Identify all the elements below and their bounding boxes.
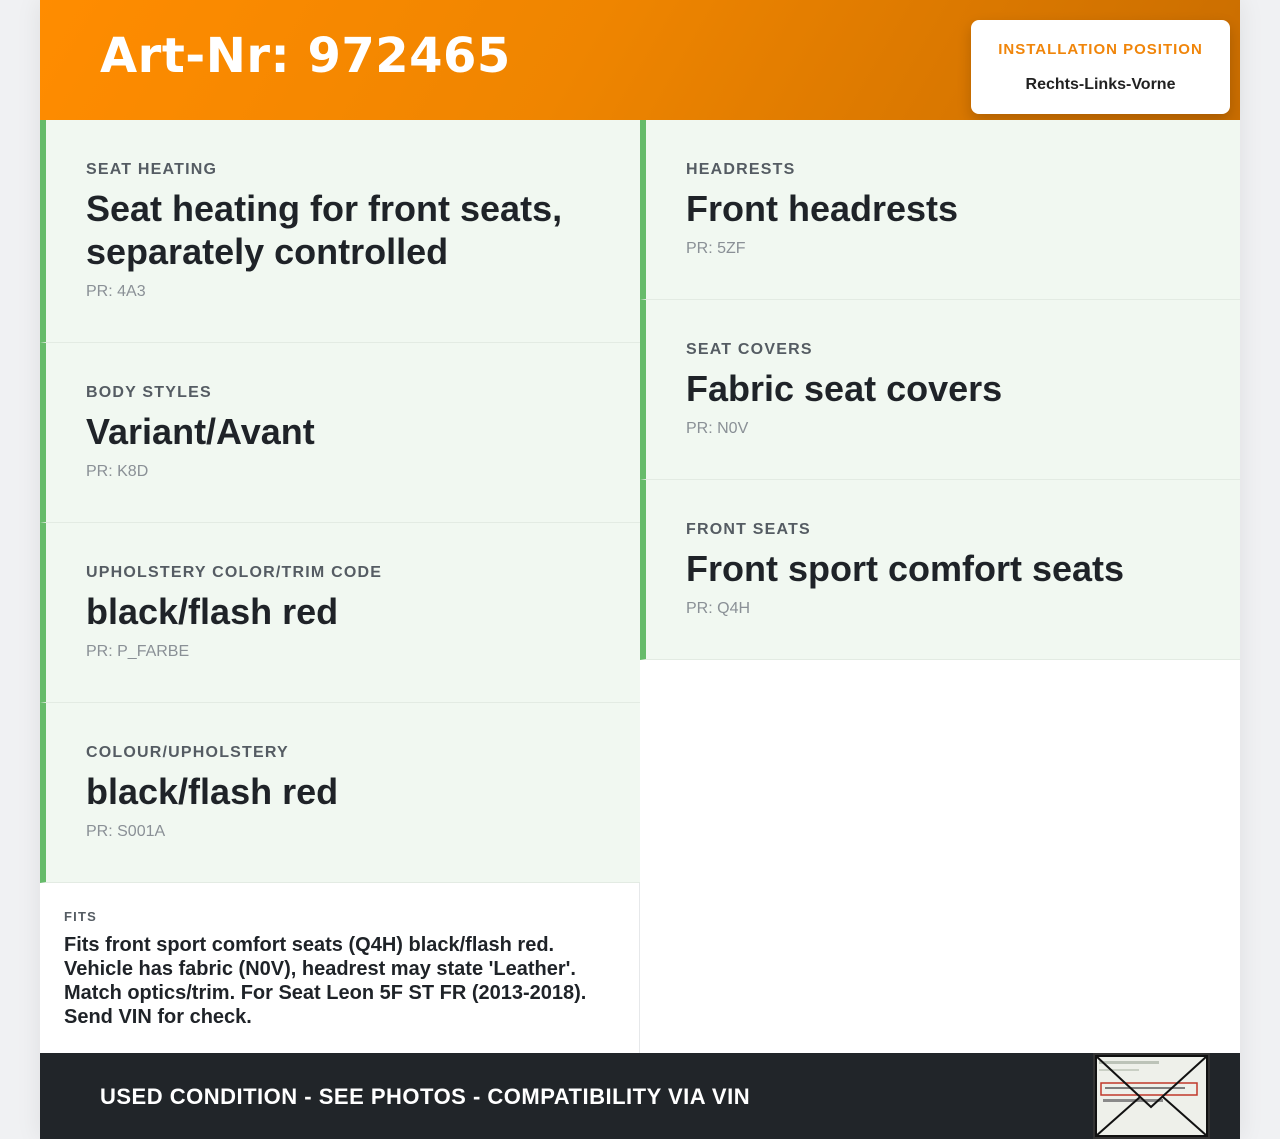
attribute-pr-code: PR: K8D (86, 463, 149, 480)
attribute-label: COLOUR/UPHOLSTERY (86, 744, 289, 761)
fits-section (40, 883, 640, 1053)
attribute-label: SEAT HEATING (86, 161, 218, 178)
product-sheet (40, 0, 1240, 1139)
attribute-pr-code: PR: 4A3 (86, 283, 146, 300)
fits-description: Fits front sport comfort seats (Q4H) black/flash red. Vehicle has fabric (N0V), headrest may state 'Leather'. Match optics/trim. For Seat Leon 5F ST FR (2013-2018). Send VIN for check. (64, 934, 587, 1028)
empty-area (640, 660, 1240, 1053)
attribute-label: UPHOLSTERY COLOR/TRIM CODE (86, 564, 383, 581)
attribute-cell-body-styles (40, 343, 640, 523)
attribute-value: black/flash red (86, 591, 339, 632)
header-banner (40, 0, 1240, 120)
attribute-label: SEAT COVERS (686, 341, 813, 358)
attribute-value: Front sport comfort seats (686, 548, 1125, 589)
attribute-pr-code: PR: 5ZF (686, 240, 746, 257)
attribute-label: HEADRESTS (686, 161, 796, 178)
attribute-cell-front-seats (640, 480, 1240, 660)
footer-bar (40, 1053, 1240, 1139)
fits-label: FITS (64, 909, 97, 924)
attribute-pr-code: PR: S001A (86, 823, 166, 840)
installation-position-title: INSTALLATION POSITION (998, 41, 1203, 58)
attribute-label: BODY STYLES (86, 384, 212, 401)
installation-position-value: Rechts-Links-Vorne (1025, 76, 1176, 93)
label-photo-thumbnail[interactable] (1093, 1053, 1210, 1139)
installation-position-card (971, 20, 1230, 114)
attribute-cell-upholstery-color (40, 523, 640, 703)
attribute-value: Fabric seat covers (686, 368, 1003, 409)
attribute-pr-code: PR: N0V (686, 420, 749, 437)
attribute-pr-code: PR: Q4H (686, 600, 751, 617)
article-number: Art-Nr: 972465 (100, 28, 511, 84)
attribute-cell-headrests (640, 120, 1240, 300)
attribute-value: Front headrests (686, 188, 959, 229)
label-envelope-icon (1095, 1055, 1208, 1137)
attribute-cell-seat-heating (40, 120, 640, 343)
left-attribute-column (40, 120, 640, 883)
attribute-label: FRONT SEATS (686, 521, 811, 538)
attribute-pr-code: PR: P_FARBE (86, 643, 190, 660)
attribute-value: black/flash red (86, 771, 339, 812)
attribute-cell-seat-covers (640, 300, 1240, 480)
attribute-cell-colour-upholstery (40, 703, 640, 883)
footer-notice: USED CONDITION - SEE PHOTOS - COMPATIBILITY VIA VIN (100, 1084, 751, 1109)
right-attribute-column (640, 120, 1240, 660)
attribute-value: Seat heating for front seats, separately controlled (86, 188, 563, 272)
attribute-value: Variant/Avant (86, 411, 315, 452)
